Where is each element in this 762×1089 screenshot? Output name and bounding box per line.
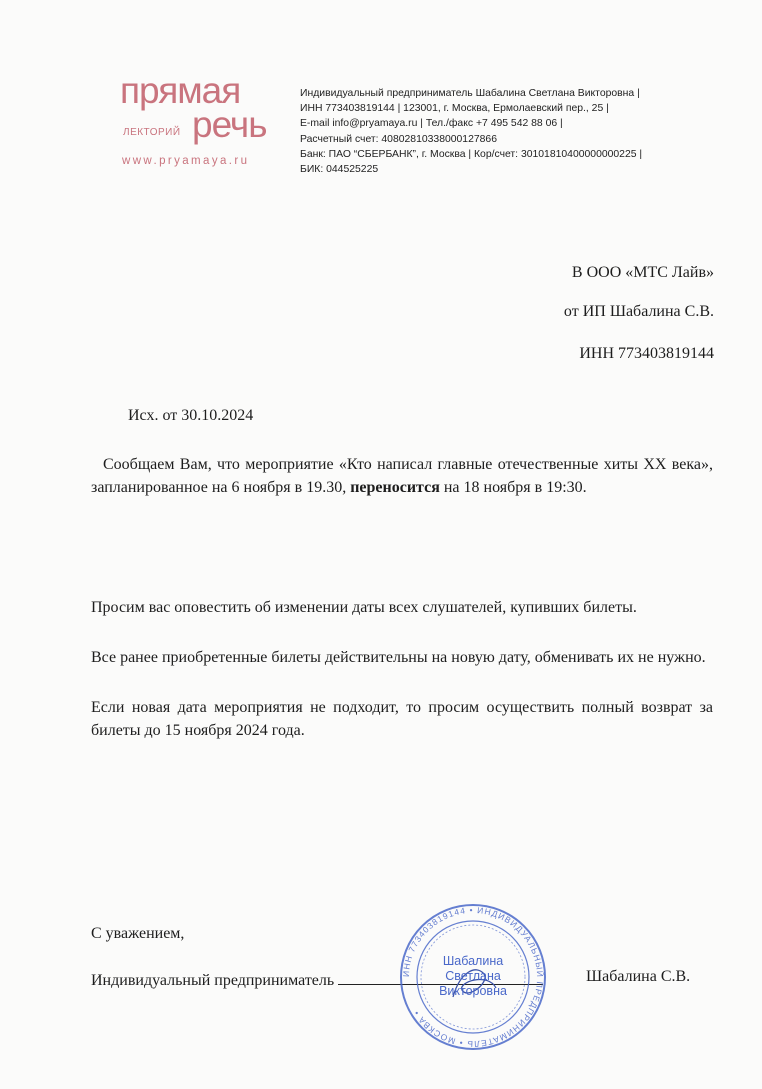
- stamp-line-1: Шабалина: [442, 954, 504, 968]
- company-logo: [118, 70, 283, 176]
- requisites-line: ИНН 773403819144 | 123001, г. Москва, Ермолаевский пер., 25 |: [300, 103, 609, 115]
- logo-url: www.pryamaya.ru: [122, 155, 250, 167]
- closing-phrase: С уважением,: [91, 925, 185, 942]
- logo-word-pryamaya: прямая: [120, 70, 241, 111]
- logo-word-rech: речь: [192, 104, 267, 145]
- announcement-bold: переносится: [350, 479, 440, 496]
- announcement-text-end: на 18 ноября в 19:30.: [439, 479, 587, 496]
- requisites-line: БИК: 044525225: [300, 164, 379, 176]
- requisites-line: E-mail info@pryamaya.ru | Тел./факс +7 495 542 88 06 |: [300, 118, 563, 130]
- requisites-line: Расчетный счет: 40802810338000127866: [300, 133, 497, 145]
- logo-subtitle: ЛЕКТОРИЙ: [123, 127, 181, 138]
- stamp-ring-text: ИНН 773403819144 • ИНДИВИДУАЛЬНЫЙ ПРЕДПРИНИМАТЕЛЬ • МОСКВА •: [400, 904, 546, 1050]
- stamp-line-2: Светлана: [445, 969, 501, 983]
- requisites-line: Индивидуальный предприниматель Шабалина Светлана Викторовна |: [300, 88, 640, 99]
- signer-name: Шабалина С.В.: [586, 968, 691, 985]
- paragraph-refund: Если новая дата мероприятия не подходит, то просим осуществить полный возврат за билеты до 15 ноября 2024 года.: [91, 699, 713, 739]
- addressee-inn: ИНН 773403819144: [579, 345, 714, 362]
- addressee-from: от ИП Шабалина С.В.: [563, 303, 714, 320]
- signer-position: Индивидуальный предприниматель: [91, 972, 335, 989]
- stamp-line-3: Викторовна: [439, 984, 507, 998]
- announcement-text: Сообщаем Вам, что мероприятие «Кто написал главные отечественные хиты ХХ века», запланированное на 6 ноября в 19.30,: [91, 456, 713, 496]
- company-requisites: [300, 86, 700, 177]
- outgoing-reference: Исх. от 30.10.2024: [128, 407, 254, 424]
- addressee-to: В ООО «МТС Лайв»: [571, 264, 714, 281]
- paragraph-tickets-valid: Все ранее приобретенные билеты действительны на новую дату, обменивать их не нужно.: [91, 649, 706, 666]
- paragraph-announcement: [91, 453, 713, 499]
- requisites-line: Банк: ПАО “СБЕРБАНК”, г. Москва | Кор/счет: 30101810400000000225 |: [300, 148, 643, 160]
- official-stamp: [398, 902, 548, 1052]
- paragraph-request: Просим вас оповестить об изменении даты всех слушателей, купивших билеты.: [91, 599, 637, 616]
